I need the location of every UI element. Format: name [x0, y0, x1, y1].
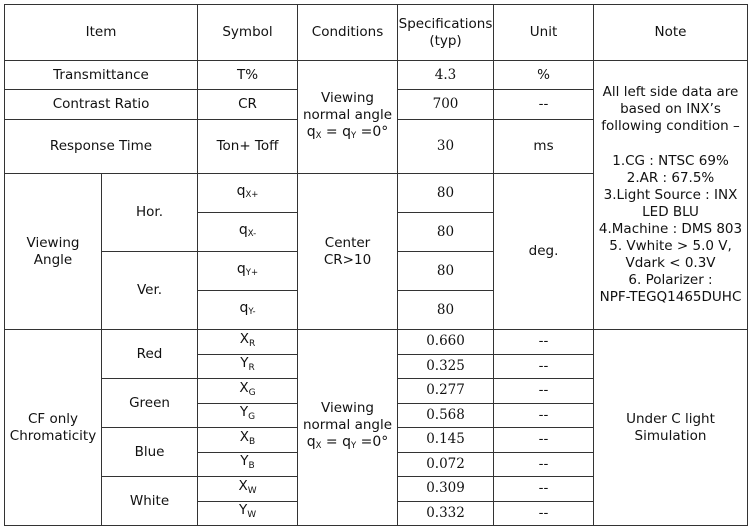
note-line: 6. Polarizer :: [628, 272, 713, 288]
unit-xb: --: [494, 428, 594, 453]
value-xb: 0.145: [398, 428, 494, 453]
note-line: LED BLU: [642, 204, 699, 220]
chroma-condition-formula: $q_X = q_Y =0^\circ$: [306, 434, 389, 451]
viewing-angle-line1: Viewing: [26, 234, 80, 251]
value-yg: 0.568: [398, 403, 494, 428]
note-line: All left side data are: [602, 84, 739, 100]
unit-xr: --: [494, 330, 594, 355]
condition-center: [298, 174, 398, 330]
symbol-response: Ton+ Toff: [198, 120, 298, 174]
symbol-theta-y-plus: $q_{Y+}$: [198, 252, 298, 291]
viewing-angle-line2: Angle: [33, 251, 73, 268]
condition-viewing-line2: normal angle: [302, 106, 393, 123]
note-conditions: [594, 61, 748, 330]
spec-table: [4, 4, 748, 526]
value-xw: 0.309: [398, 477, 494, 502]
item-viewing-angle: [5, 174, 102, 330]
unit-yg: --: [494, 403, 594, 428]
item-hor: Hor.: [102, 174, 198, 252]
symbol-transmittance: T%: [198, 61, 298, 90]
symbol-yb: $Y_B$: [198, 452, 298, 477]
item-cf-chromaticity: [5, 330, 102, 526]
condition-center-line1: Center: [324, 234, 371, 251]
header-note: Note: [594, 5, 748, 61]
unit-viewing-angle: deg.: [494, 174, 594, 330]
unit-yr: --: [494, 354, 594, 379]
chroma-condition-line2: normal angle: [302, 417, 393, 433]
symbol-xw: $X_W$: [198, 477, 298, 502]
symbol-xr: $X_R$: [198, 330, 298, 355]
header-unit: Unit: [494, 5, 594, 61]
unit-yb: --: [494, 452, 594, 477]
color-white: White: [102, 477, 198, 526]
note-line: 1.CG : NTSC 69%: [612, 153, 729, 169]
condition-viewing-normal: [298, 61, 398, 174]
note-line: 4.Machine : DMS 803: [598, 221, 743, 237]
chroma-condition-line1: Viewing: [321, 400, 374, 416]
header-item: Item: [5, 5, 198, 61]
unit-contrast: --: [494, 90, 594, 120]
value-xr: 0.660: [398, 330, 494, 355]
symbol-xg: $X_G$: [198, 379, 298, 404]
condition-center-line2: CR>10: [323, 251, 372, 268]
note-line: NPF-TEGQ1465DUHC: [599, 289, 742, 305]
note-c-light-line1: Under C light: [626, 410, 715, 427]
unit-xw: --: [494, 477, 594, 502]
color-red: Red: [102, 330, 198, 379]
header-conditions: Conditions: [298, 5, 398, 61]
header-specifications: [398, 5, 494, 61]
symbol-xb: $X_B$: [198, 428, 298, 453]
unit-yw: --: [494, 501, 594, 526]
header-specifications-label: Specifications: [398, 15, 493, 32]
note-line: 2.AR : 67.5%: [626, 170, 715, 186]
note-line: based on INX’s: [620, 101, 721, 117]
condition-viewing-line1: Viewing: [321, 89, 374, 106]
item-response: Response Time: [5, 120, 198, 174]
condition-chroma-viewing: [298, 330, 398, 526]
symbol-theta-x-minus: $q_{X-}$: [198, 213, 298, 252]
value-response: 30: [398, 120, 494, 174]
chromaticity-line2: Chromaticity: [9, 427, 97, 444]
item-transmittance: Transmittance: [5, 61, 198, 90]
note-line: 3.Light Source : INX: [603, 187, 738, 203]
symbol-theta-y-minus: $q_{Y-}$: [198, 291, 298, 330]
header-row: [5, 5, 748, 61]
note-c-light: [594, 330, 748, 526]
condition-angle-formula: $q_X = q_Y =0^\circ$: [306, 123, 389, 141]
color-green: Green: [102, 379, 198, 428]
note-c-light-line2: Simulation: [634, 427, 707, 444]
item-contrast: Contrast Ratio: [5, 90, 198, 120]
symbol-contrast: CR: [198, 90, 298, 120]
value-contrast: 700: [398, 90, 494, 120]
value-theta-x-plus: 80: [398, 174, 494, 213]
note-line: Vdark < 0.3V: [625, 255, 716, 271]
value-transmittance: 4.3: [398, 61, 494, 90]
value-yw: 0.332: [398, 501, 494, 526]
symbol-yr: $Y_R$: [198, 354, 298, 379]
value-yb: 0.072: [398, 452, 494, 477]
unit-transmittance: %: [494, 61, 594, 90]
item-ver: Ver.: [102, 252, 198, 330]
chromaticity-line1: CF only: [27, 410, 79, 427]
symbol-yw: $Y_W$: [198, 501, 298, 526]
value-theta-y-minus: 80: [398, 291, 494, 330]
symbol-theta-x-plus: $q_{X+}$: [198, 174, 298, 213]
value-yr: 0.325: [398, 354, 494, 379]
unit-xg: --: [494, 379, 594, 404]
row-transmittance: [5, 61, 748, 90]
symbol-yg: $Y_G$: [198, 403, 298, 428]
row-chroma-xr: [5, 330, 748, 355]
note-line: 5. Vwhite > 5.0 V,: [609, 238, 732, 254]
header-symbol: Symbol: [198, 5, 298, 61]
header-specifications-typ: (typ): [429, 32, 462, 49]
color-blue: Blue: [102, 428, 198, 477]
unit-response: ms: [494, 120, 594, 174]
note-line: following condition –: [601, 118, 740, 134]
value-theta-y-plus: 80: [398, 252, 494, 291]
value-xg: 0.277: [398, 379, 494, 404]
value-theta-x-minus: 80: [398, 213, 494, 252]
